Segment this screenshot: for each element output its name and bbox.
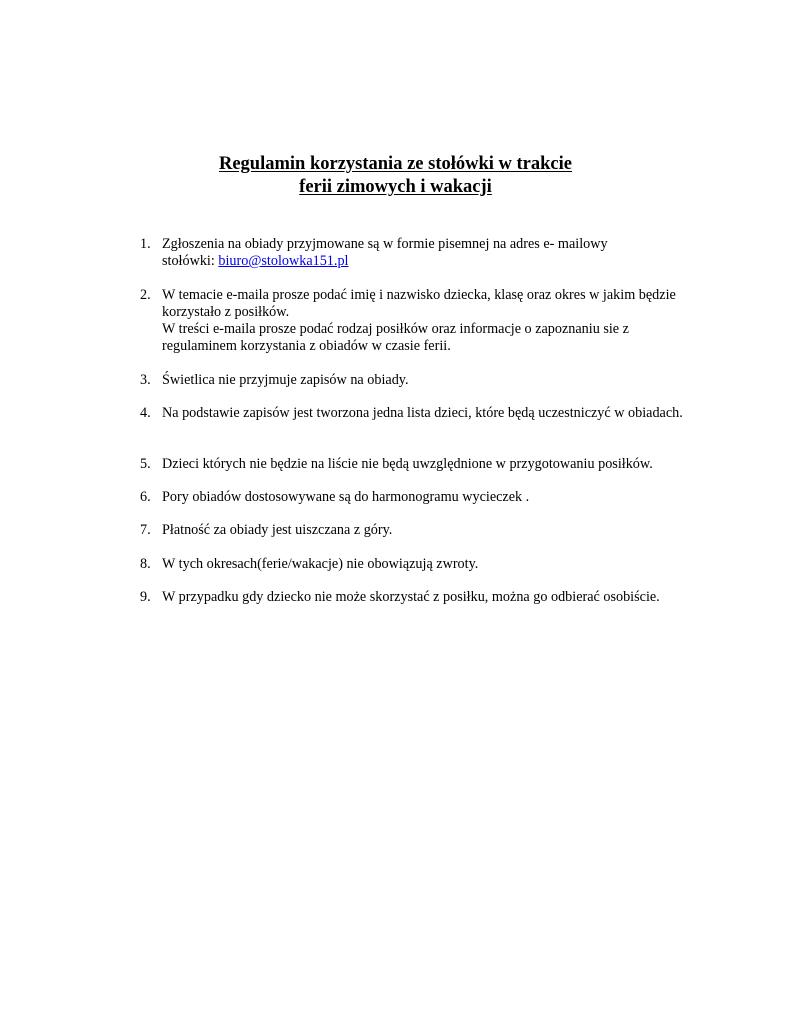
document-title	[0, 153, 791, 199]
item-number: 7.	[140, 522, 151, 538]
item-text: Płatność za obiady jest uiszczana z góry.	[162, 522, 393, 538]
item-number: 2.	[140, 287, 151, 303]
item-line-prefix: stołówki:	[162, 253, 219, 269]
item-text: W tych okresach(ferie/wakacje) nie obowiązują zwroty.	[162, 556, 479, 572]
item-text	[162, 236, 700, 270]
item-paragraph: W temacie e-maila prosze podać imię i nazwisko dziecka, klasę oraz okres w jakim będzie korzystało z posiłków.	[162, 287, 676, 320]
item-text: Dzieci których nie będzie na liście nie będą uwzględnione w przygotowaniu posiłków.	[162, 456, 653, 472]
list-item	[140, 489, 700, 506]
item-number: 8.	[140, 556, 151, 572]
list-item	[140, 236, 700, 270]
item-line: Zgłoszenia na obiady przyjmowane są w formie pisemnej na adres e- mailowy	[162, 236, 608, 252]
title-line-2: ferii zimowych i wakacji	[299, 177, 492, 197]
list-item	[140, 405, 700, 422]
item-number: 3.	[140, 372, 151, 388]
list-item	[140, 589, 700, 606]
item-number: 6.	[140, 489, 151, 505]
item-text: Pory obiadów dostosowywane są do harmonogramu wycieczek .	[162, 489, 530, 505]
list-item	[140, 456, 700, 473]
list-item	[140, 522, 700, 539]
email-link[interactable]: biuro@stolowka151.pl	[218, 253, 349, 269]
item-number: 4.	[140, 405, 151, 421]
item-number: 1.	[140, 236, 151, 252]
item-text	[162, 287, 700, 355]
item-number: 5.	[140, 456, 151, 472]
item-text: Na podstawie zapisów jest tworzona jedna lista dzieci, które będą uczestniczyć w obiadach.	[162, 405, 683, 421]
list-item	[140, 556, 700, 573]
title-line-1: Regulamin korzystania ze stołówki w trakcie	[218, 154, 572, 174]
item-paragraph: W treści e-maila prosze podać rodzaj posiłków oraz informacje o zapoznaniu sie z regulaminem korzystania z obiadów w czasie ferii.	[162, 321, 629, 354]
item-number: 9.	[140, 589, 151, 605]
item-text: Świetlica nie przyjmuje zapisów na obiady.	[162, 372, 409, 388]
list-item	[140, 372, 700, 389]
item-line	[162, 253, 700, 270]
item-text: W przypadku gdy dziecko nie może skorzystać z posiłku, można go odbierać osobiście.	[162, 589, 660, 605]
list-item	[140, 287, 700, 355]
